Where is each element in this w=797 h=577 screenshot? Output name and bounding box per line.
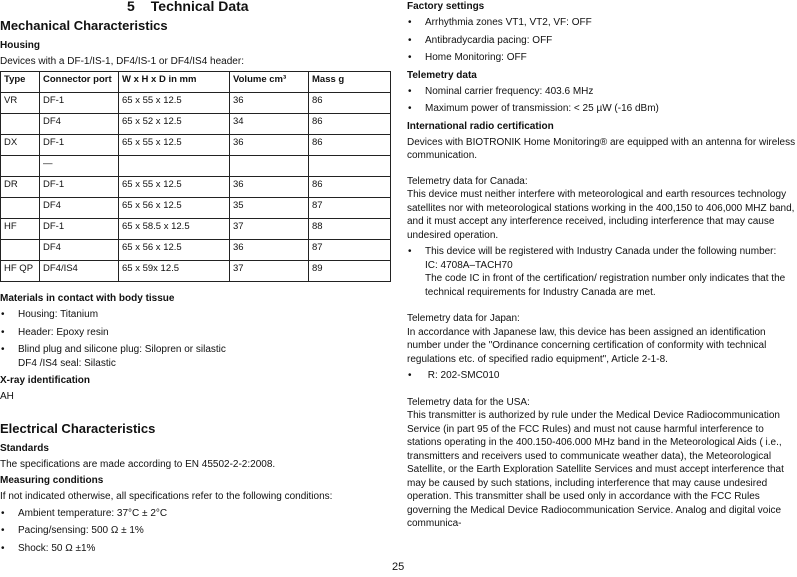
table-cell: 86 — [309, 93, 391, 114]
table-cell: 86 — [309, 114, 391, 135]
radio-text: Devices with BIOTRONIK Home Monitoring® are equipped with an antenna for wireless communication. — [407, 136, 796, 161]
table-cell: 36 — [230, 177, 309, 198]
list-item: • Pacing/sensing: 500 Ω ± 1% — [0, 524, 393, 538]
conditions-list — [0, 507, 393, 556]
usa-title: Telemetry data for the USA: — [407, 396, 530, 408]
table-header-row — [1, 72, 391, 93]
usa-text: This transmitter is authorized by rule under the Medical Device Radiocommunication Service (in part 95 of the FCC Rules) and must not cause harmful interference to stations operating in the 400.150-406.000 MHz band in the Meteorological Aids ( i.e., transmitters and receivers used to communicate weather data), the Meteorological Satellite, or the Earth Exploration Satellite Services and must accept interference that may be caused by such stations, including interference that may cause undesired operation. This transmitter shall be used only in accordance with the FCC Rules governing the Medical Device Radiocommunication Service. Analog and digital voice communica- — [407, 410, 784, 529]
japan-title: Telemetry data for Japan: — [407, 313, 520, 324]
right-column — [407, 0, 797, 534]
table-cell: DF4 — [40, 240, 119, 261]
table-cell: 36 — [230, 135, 309, 156]
chapter-heading — [127, 0, 393, 15]
material-text: Housing: Titanium — [18, 309, 99, 321]
table-cell — [1, 156, 40, 177]
table-cell: 86 — [309, 135, 391, 156]
table-cell: 36 — [230, 93, 309, 114]
table-row — [1, 219, 391, 240]
table-cell: — — [40, 156, 119, 177]
materials-list — [0, 308, 393, 370]
table-cell: 65 x 55 x 12.5 — [119, 93, 230, 114]
factory-heading: Factory settings — [407, 1, 485, 12]
table-row — [1, 135, 391, 156]
housing-heading: Housing — [0, 39, 40, 51]
canada-ic-number: IC: 4708A–TACH70 — [425, 259, 513, 271]
table-row — [1, 261, 391, 282]
col-header-mass: Mass g — [309, 72, 391, 93]
table-cell: 35 — [230, 198, 309, 219]
table-cell: 88 — [309, 219, 391, 240]
telemetry-heading: Telemetry data — [407, 69, 477, 81]
xray-value: AH — [0, 391, 14, 403]
table-cell: 65 x 56 x 12.5 — [119, 198, 230, 219]
page-number: 25 — [392, 561, 405, 573]
electrical-heading: Electrical Characteristics — [0, 420, 156, 436]
table-cell: DF4 — [40, 198, 119, 219]
japan-list — [407, 369, 797, 383]
table-cell: DF-1 — [40, 93, 119, 114]
canada-title: Telemetry data for Canada: — [407, 175, 528, 187]
col-header-dimensions: W x H x D in mm — [119, 72, 230, 93]
materials-heading: Materials in contact with body tissue — [0, 293, 175, 305]
table-cell: 37 — [230, 219, 309, 240]
factory-list — [407, 16, 797, 65]
col-header-connector: Connector port — [40, 72, 119, 93]
table-cell: 89 — [309, 261, 391, 282]
xray-heading: X-ray identification — [0, 375, 91, 387]
list-item — [0, 326, 393, 340]
table-cell — [1, 240, 40, 261]
standards-heading: Standards — [0, 442, 49, 454]
chapter-number: 5 — [127, 0, 135, 14]
table-cell — [1, 198, 40, 219]
measuring-heading: Measuring conditions — [0, 475, 104, 487]
material-text: Header: Epoxy resin — [18, 326, 109, 338]
standards-text: The specifications are made according to EN 45502-2-2:2008. — [0, 458, 276, 470]
list-item: • Nominal carrier frequency: 403.6 MHz — [407, 85, 797, 99]
table-cell: 65 x 55 x 12.5 — [119, 177, 230, 198]
table-cell: 65 x 59x 12.5 — [119, 261, 230, 282]
table-cell: 87 — [309, 198, 391, 219]
table-cell: DR — [1, 177, 40, 198]
japan-text: In accordance with Japanese law, this device has been assigned an identification number under the "Ordinance concerning certification of conformity with technical regulations etc. of specified radio equipment", Article 2-1-8. — [407, 326, 767, 365]
list-item: • Maximum power of transmission: < 25 µW (-16 dBm) — [407, 102, 797, 116]
table-cell: 65 x 58.5 x 12.5 — [119, 219, 230, 240]
list-item: • Shock: 50 Ω ±1% — [0, 542, 393, 556]
table-row — [1, 156, 391, 177]
table-row — [1, 177, 391, 198]
table-cell: DF-1 — [40, 135, 119, 156]
telemetry-list — [407, 85, 797, 116]
table-cell: 65 x 56 x 12.5 — [119, 240, 230, 261]
list-item: • Antibradycardia pacing: OFF — [407, 34, 797, 48]
chapter-title: Technical Data — [150, 0, 249, 14]
table-cell: 37 — [230, 261, 309, 282]
canada-bullet-text: This device will be registered with Industry Canada under the following number: — [425, 246, 777, 257]
table-cell — [230, 156, 309, 177]
table-cell: 87 — [309, 240, 391, 261]
col-header-type: Type — [1, 72, 40, 93]
list-item — [0, 343, 393, 370]
measuring-text: If not indicated otherwise, all specifications refer to the following conditions: — [0, 491, 333, 503]
left-column — [0, 0, 393, 559]
col-header-volume: Volume cm³ — [230, 72, 309, 93]
housing-table — [0, 71, 391, 282]
table-cell: DX — [1, 135, 40, 156]
list-item: • Arrhythmia zones VT1, VT2, VF: OFF — [407, 16, 797, 30]
housing-intro: Devices with a DF-1/IS-1, DF4/IS-1 or DF4/IS4 header: — [0, 55, 244, 67]
table-cell: VR — [1, 93, 40, 114]
table-cell: 86 — [309, 177, 391, 198]
table-cell: DF-1 — [40, 219, 119, 240]
canada-ic-note: The code IC in front of the certification/ registration number only indicates that the technical requirements for Industry Canada are met. — [425, 273, 786, 298]
table-cell: HF — [1, 219, 40, 240]
table-cell: DF4 — [40, 114, 119, 135]
mechanical-heading: Mechanical Characteristics — [0, 17, 168, 33]
list-item — [407, 245, 797, 299]
canada-list — [407, 245, 797, 299]
list-item: • Home Monitoring: OFF — [407, 51, 797, 65]
table-row — [1, 114, 391, 135]
list-item: • R: 202-SMC010 — [407, 369, 797, 383]
table-body — [1, 93, 391, 282]
table-cell — [309, 156, 391, 177]
table-cell: HF QP — [1, 261, 40, 282]
canada-text: This device must neither interfere with meteorological and earth resources technology satellites nor with meteorological stations working in the 400,150 to 406,000 MHZ band, and it must accept any interference received, including interference that may cause undesired operation. — [407, 189, 795, 241]
table-cell — [119, 156, 230, 177]
table-cell: DF-1 — [40, 177, 119, 198]
table-cell: DF4/IS4 — [40, 261, 119, 282]
material-text: Blind plug and silicone plug: Silopren or silastic — [18, 344, 226, 356]
table-cell — [1, 114, 40, 135]
table-row — [1, 93, 391, 114]
radio-heading: International radio certification — [407, 120, 554, 132]
table-cell: 65 x 55 x 12.5 — [119, 135, 230, 156]
table-cell: 34 — [230, 114, 309, 135]
table-row — [1, 240, 391, 261]
material-subtext: DF4 /IS4 seal: Silastic — [18, 357, 116, 369]
table-cell: 36 — [230, 240, 309, 261]
table-row — [1, 198, 391, 219]
list-item — [0, 308, 393, 322]
list-item: • Ambient temperature: 37°C ± 2°C — [0, 507, 393, 521]
table-cell: 65 x 52 x 12.5 — [119, 114, 230, 135]
